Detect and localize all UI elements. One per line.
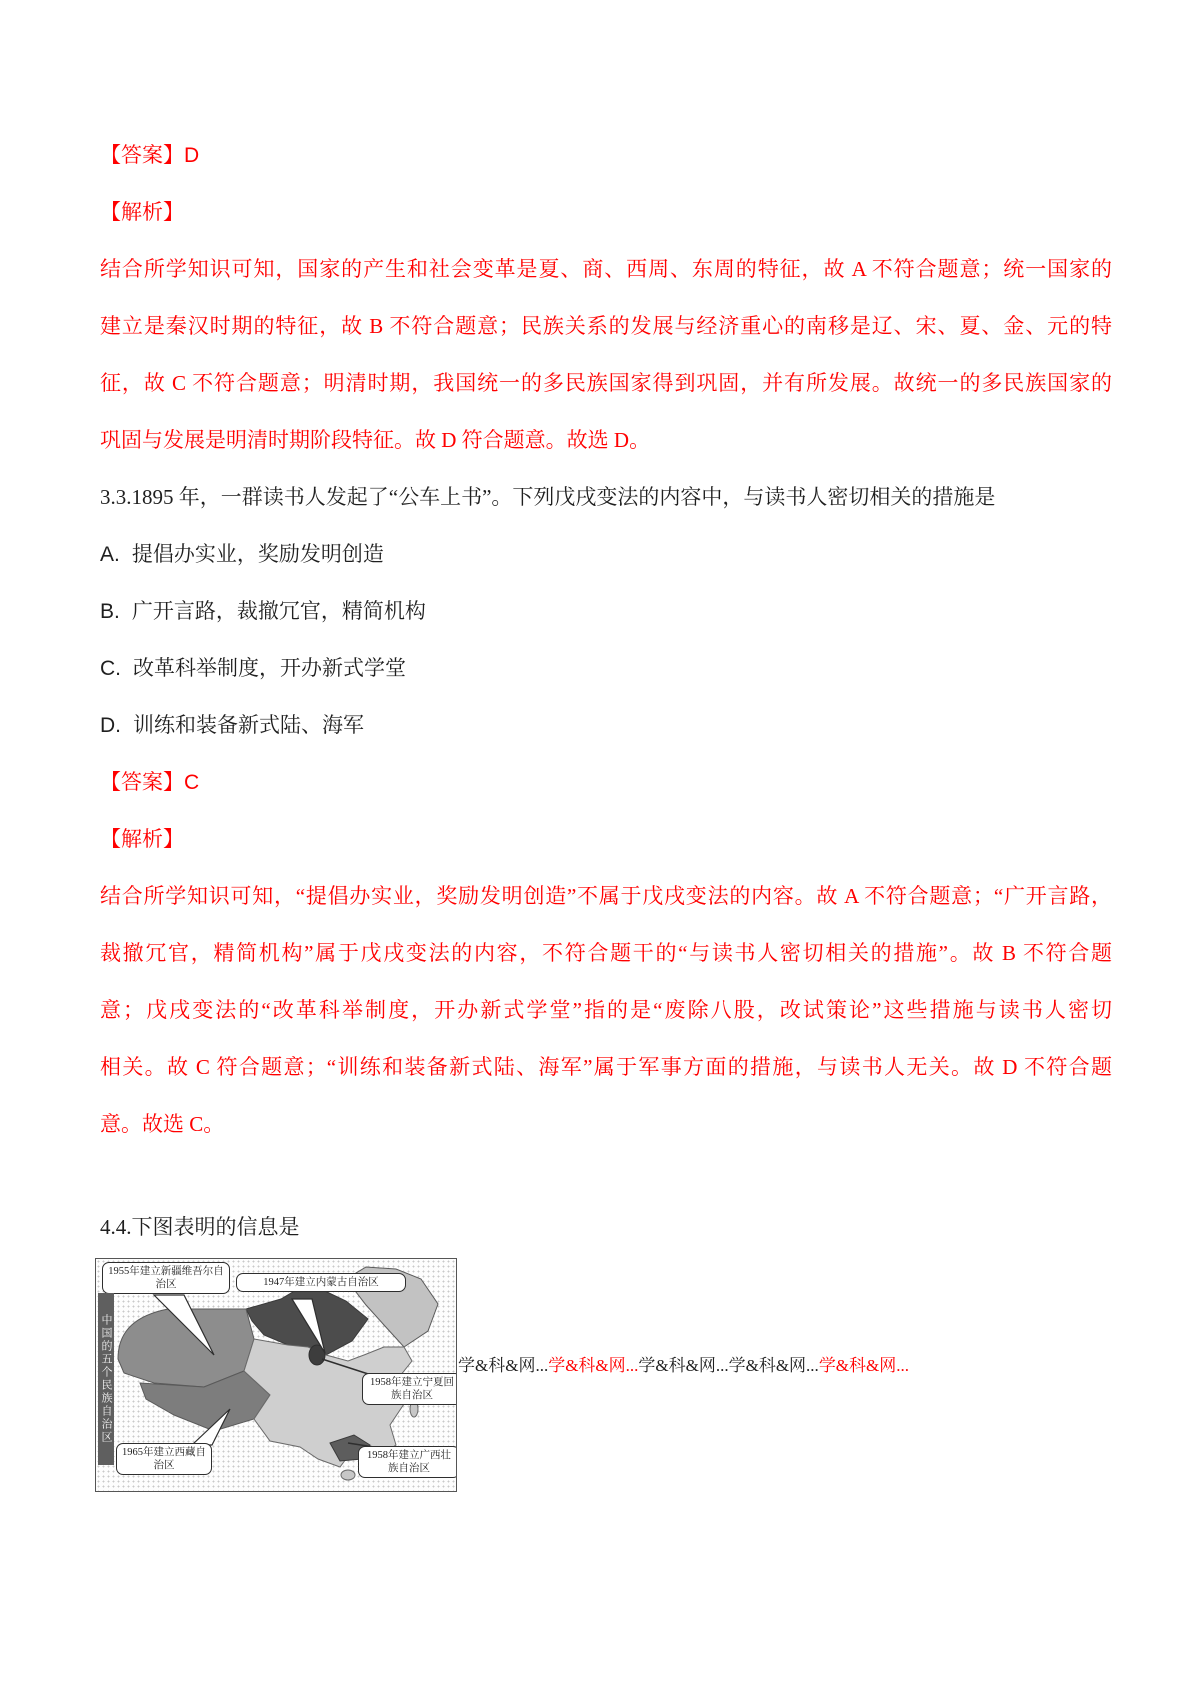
analysis-line: 建立是秦汉时期的特征，故 B 不符合题意；民族关系的发展与经济重心的南移是辽、宋、夏、金、元的特 xyxy=(100,314,1112,338)
option-text: 训练和装备新式陆、海军 xyxy=(133,713,364,737)
map-callout-neimenggu: 1947年建立内蒙古自治区 xyxy=(236,1273,406,1292)
watermark-segment: 学&科&网... xyxy=(728,1356,819,1375)
option-text: 改革科举制度，开办新式学堂 xyxy=(133,656,406,680)
option-row-d xyxy=(100,710,1112,741)
analysis-line: 巩固与发展是明清时期阶段特征。故 D 符合题意。故选 D。 xyxy=(100,428,651,452)
analysis-line: 结合所学知识可知，国家的产生和社会变革是夏、商、西周、东周的特征，故 A 不符合题意；统一国家的 xyxy=(100,257,1112,281)
option-label: D. xyxy=(100,714,121,737)
map-side-title: 中国的五个民族自治区 xyxy=(98,1293,114,1465)
option-row-b xyxy=(100,596,1112,627)
answer-line-q2 xyxy=(100,140,1112,171)
option-text: 提倡办实业，奖励发明创造 xyxy=(131,542,384,566)
analysis-heading-q2: 【解析】 xyxy=(100,200,184,224)
answer-label: 【答案】 xyxy=(100,770,184,794)
analysis-heading-q3: 【解析】 xyxy=(100,827,184,851)
china-autonomous-regions-map xyxy=(95,1258,457,1492)
watermark-segment: 学&科&网... xyxy=(458,1356,549,1375)
watermark xyxy=(458,1353,909,1379)
analysis-line: 意。故选 C。 xyxy=(100,1112,225,1136)
analysis-line: 裁撤冗官，精简机构”属于戊戌变法的内容，不符合题干的“与读书人密切相关的措施”。故 B 不符合题 xyxy=(100,941,1112,965)
option-row-c xyxy=(100,653,1112,684)
question-stem-q4: 4.4.下图表明的信息是 xyxy=(100,1215,300,1239)
answer-value: D xyxy=(184,144,200,167)
watermark-segment: 学&科&网... xyxy=(638,1356,729,1375)
question-stem-q3: 3.3.1895 年，一群读书人发起了“公车上书”。下列戊戌变法的内容中，与读书人密切相关的措施是 xyxy=(100,485,996,509)
analysis-line: 相关。故 C 符合题意；“训练和装备新式陆、海军”属于军事方面的措施，与读书人无关。故 D 不符合题 xyxy=(100,1055,1112,1079)
watermark-segment: 学&科&网... xyxy=(548,1356,639,1375)
analysis-line: 征，故 C 不符合题意；明清时期，我国统一的多民族国家得到巩固，并有所发展。故统一的多民族国家的 xyxy=(100,371,1112,395)
map-callout-guangxi: 1958年建立广西壮族自治区 xyxy=(358,1446,457,1478)
option-row-a xyxy=(100,539,1112,570)
map-callout-xizang: 1965年建立西藏自治区 xyxy=(116,1443,212,1475)
option-label: B. xyxy=(100,600,120,623)
analysis-line: 意；戊戌变法的“改革科举制度，开办新式学堂”指的是“废除八股，改试策论”这些措施与读书人密切 xyxy=(100,998,1112,1022)
map-callout-ningxia: 1958年建立宁夏回族自治区 xyxy=(362,1373,457,1405)
option-text: 广开言路，裁撤冗官，精简机构 xyxy=(131,599,426,623)
analysis-line: 结合所学知识可知，“提倡办实业，奖励发明创造”不属于戊戌变法的内容。故 A 不符合题意；“广开言路， xyxy=(100,884,1112,908)
answer-line-q3 xyxy=(100,767,1112,798)
option-label: A. xyxy=(100,543,120,566)
map-callout-xinjiang: 1955年建立新疆维吾尔自治区 xyxy=(102,1262,230,1294)
watermark-segment: 学&科&网... xyxy=(818,1356,910,1375)
option-label: C. xyxy=(100,657,121,680)
answer-label: 【答案】 xyxy=(100,143,184,167)
answer-value: C xyxy=(184,771,200,794)
